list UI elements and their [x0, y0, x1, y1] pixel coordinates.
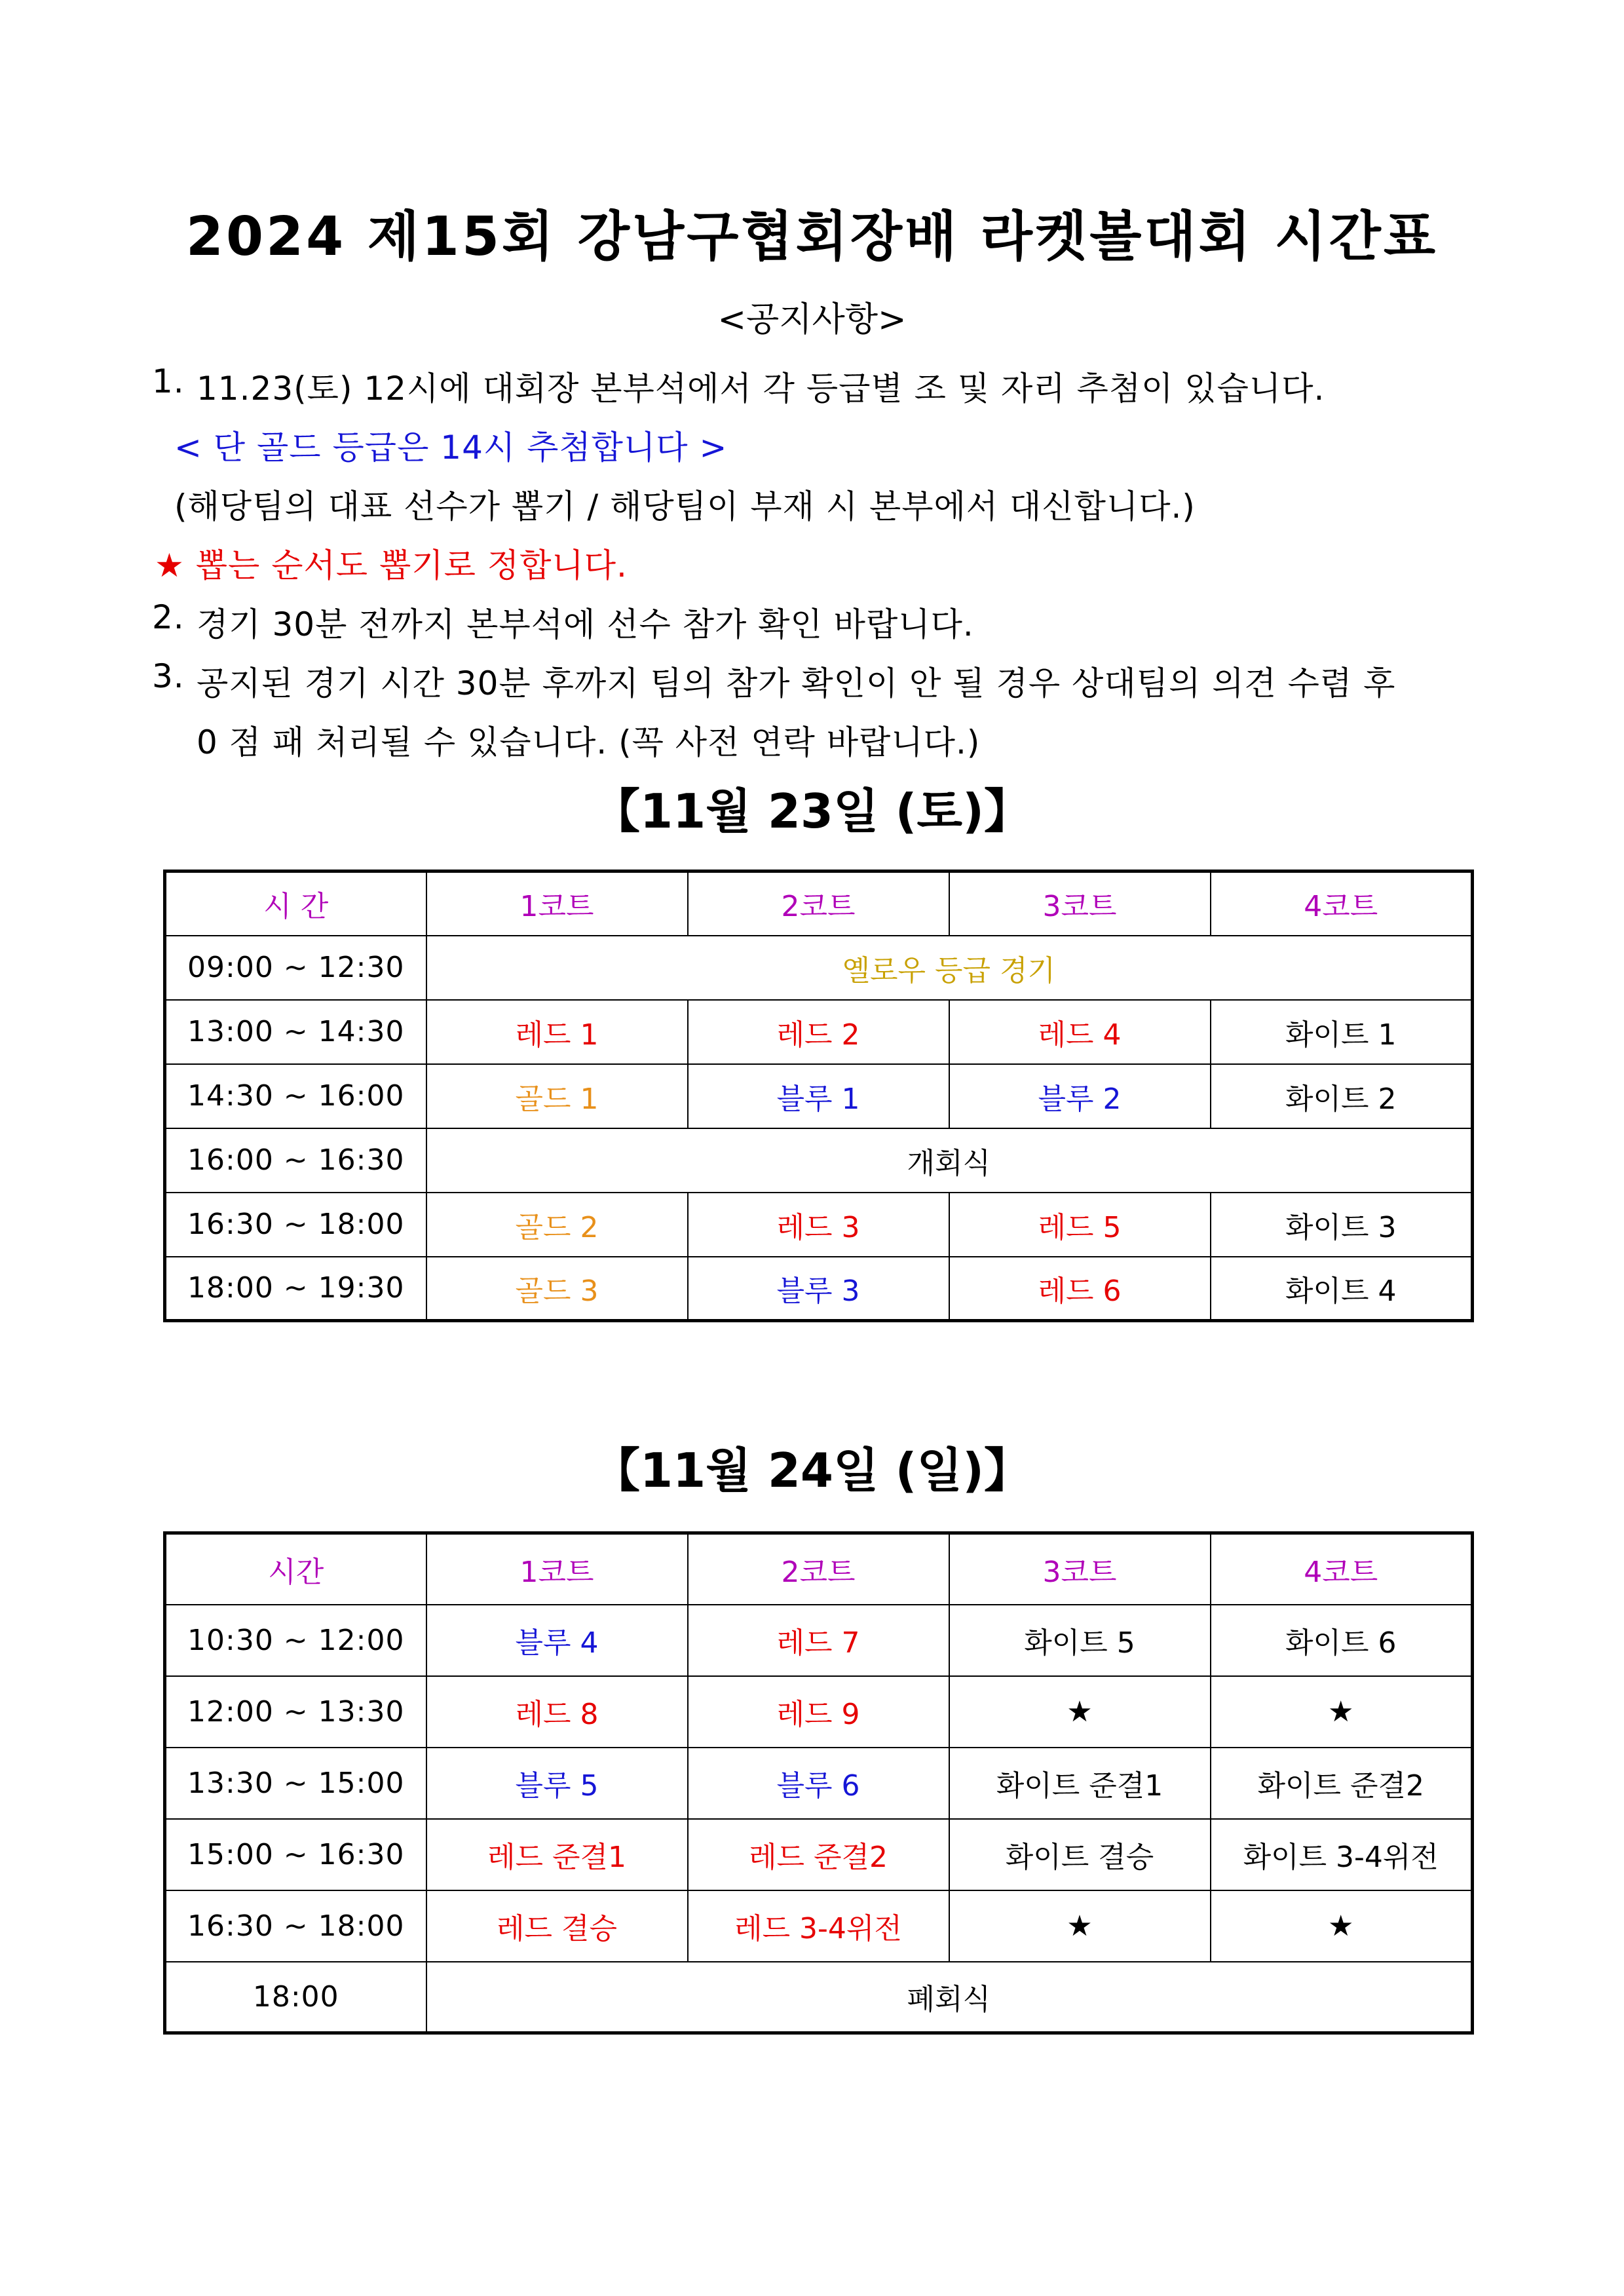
match-cell: 블루 5: [426, 1748, 688, 1819]
table-row: [165, 1128, 1473, 1193]
match-cell: 화이트 준결1: [949, 1748, 1211, 1819]
notice-1-order-text: ★ 뽑는 순서도 뽑기로 정합니다.: [155, 546, 628, 584]
match-cell: 블루 4: [426, 1605, 688, 1676]
notice-3-text: 공지된 경기 시간 30분 후까지 팀의 참가 확인이 안 될 경우 상대팀의 의견 수렴 후: [197, 664, 1396, 702]
match-cell: 화이트 준결2: [1211, 1748, 1473, 1819]
header-court-3: 3코트: [949, 871, 1211, 936]
notice-2-number: 2.: [152, 598, 185, 636]
header-time: 시 간: [165, 871, 426, 936]
day1-title: 【11월 23일 (토)】: [593, 784, 1031, 839]
match-cell: 레드 2: [688, 1000, 949, 1064]
time-cell: 13:30 ~ 15:00: [165, 1748, 426, 1819]
match-cell: 화이트 5: [949, 1605, 1211, 1676]
match-cell: 화이트 결승: [949, 1819, 1211, 1890]
header-court-3: 3코트: [949, 1533, 1211, 1605]
table-header-row: [165, 1533, 1473, 1605]
match-cell: 레드 7: [688, 1605, 949, 1676]
header-time: 시간: [165, 1533, 426, 1605]
match-cell: 골드 1: [426, 1064, 688, 1128]
notice-3-number: 3.: [152, 657, 185, 695]
table-row: [165, 1257, 1473, 1321]
match-cell: 레드 4: [949, 1000, 1211, 1064]
match-cell: 화이트 2: [1211, 1064, 1473, 1128]
table-row: [165, 1605, 1473, 1676]
match-cell: 화이트 6: [1211, 1605, 1473, 1676]
notice-2-text: 경기 30분 전까지 본부석에 선수 참가 확인 바랍니다.: [197, 605, 974, 643]
match-cell: 레드 3: [688, 1193, 949, 1257]
match-cell: 레드 6: [949, 1257, 1211, 1321]
match-cell: 화이트 3-4위전: [1211, 1819, 1473, 1890]
time-cell: 12:00 ~ 13:30: [165, 1676, 426, 1748]
notice-1-representative-text: (해당팀의 대표 선수가 뽑기 / 해당팀이 부재 시 본부에서 대신합니다.): [174, 488, 1196, 526]
table-header-row: [165, 871, 1473, 936]
match-cell: 골드 3: [426, 1257, 688, 1321]
time-cell: 18:00: [165, 1962, 426, 2033]
day1-schedule-table: [163, 870, 1474, 1322]
star-icon: ★: [1211, 1676, 1473, 1748]
header-court-1: 1코트: [426, 871, 688, 936]
match-cell: 골드 2: [426, 1193, 688, 1257]
time-cell: 16:00 ~ 16:30: [165, 1128, 426, 1193]
match-cell: 블루 2: [949, 1064, 1211, 1128]
match-cell: 레드 1: [426, 1000, 688, 1064]
day2-schedule-table: [163, 1531, 1474, 2035]
match-cell: 레드 9: [688, 1676, 949, 1748]
table-row: [165, 1819, 1473, 1890]
notice-1-number: 1.: [152, 362, 185, 400]
star-icon: ★: [949, 1890, 1211, 1962]
match-cell: 레드 결승: [426, 1890, 688, 1962]
table-row: [165, 1000, 1473, 1064]
table-row: [165, 1193, 1473, 1257]
time-cell: 16:30 ~ 18:00: [165, 1193, 426, 1257]
merged-cell: 폐회식: [426, 1962, 1473, 2033]
match-cell: 화이트 4: [1211, 1257, 1473, 1321]
header-court-4: 4코트: [1211, 1533, 1473, 1605]
merged-cell: 개회식: [426, 1128, 1473, 1193]
match-cell: 레드 8: [426, 1676, 688, 1748]
match-cell: 레드 3-4위전: [688, 1890, 949, 1962]
notice-3-text-cont: 0 점 패 처리될 수 있습니다. (꼭 사전 연락 바랍니다.): [197, 723, 981, 761]
match-cell: 레드 5: [949, 1193, 1211, 1257]
table-row: [165, 936, 1473, 1000]
table-row: [165, 1890, 1473, 1962]
notice-1-text: 11.23(토) 12시에 대회장 본부석에서 각 등급별 조 및 자리 추첨이 있습니다.: [197, 370, 1325, 408]
time-cell: 16:30 ~ 18:00: [165, 1890, 426, 1962]
match-cell: 블루 6: [688, 1748, 949, 1819]
page-title: 2024 제15회 강남구협회장배 라켓볼대회 시간표: [185, 206, 1439, 268]
match-cell: 화이트 3: [1211, 1193, 1473, 1257]
star-icon: ★: [949, 1676, 1211, 1748]
time-cell: 15:00 ~ 16:30: [165, 1819, 426, 1890]
table-row: [165, 1676, 1473, 1748]
table-row: [165, 1748, 1473, 1819]
match-cell: 레드 준결1: [426, 1819, 688, 1890]
table-row: [165, 1064, 1473, 1128]
match-cell: 블루 1: [688, 1064, 949, 1128]
day2-title: 【11월 24일 (일)】: [593, 1443, 1031, 1498]
time-cell: 14:30 ~ 16:00: [165, 1064, 426, 1128]
header-court-2: 2코트: [688, 871, 949, 936]
time-cell: 18:00 ~ 19:30: [165, 1257, 426, 1321]
header-court-2: 2코트: [688, 1533, 949, 1605]
notice-heading: <공지사항>: [717, 300, 907, 339]
match-cell: 화이트 1: [1211, 1000, 1473, 1064]
merged-cell: 옐로우 등급 경기: [426, 936, 1473, 1000]
match-cell: 블루 3: [688, 1257, 949, 1321]
time-cell: 13:00 ~ 14:30: [165, 1000, 426, 1064]
header-court-1: 1코트: [426, 1533, 688, 1605]
header-court-4: 4코트: [1211, 871, 1473, 936]
table-row: [165, 1962, 1473, 2033]
match-cell: 레드 준결2: [688, 1819, 949, 1890]
star-icon: ★: [1211, 1890, 1473, 1962]
notice-1-gold-draw-text: < 단 골드 등급은 14시 추첨합니다 >: [174, 429, 728, 467]
time-cell: 09:00 ~ 12:30: [165, 936, 426, 1000]
time-cell: 10:30 ~ 12:00: [165, 1605, 426, 1676]
